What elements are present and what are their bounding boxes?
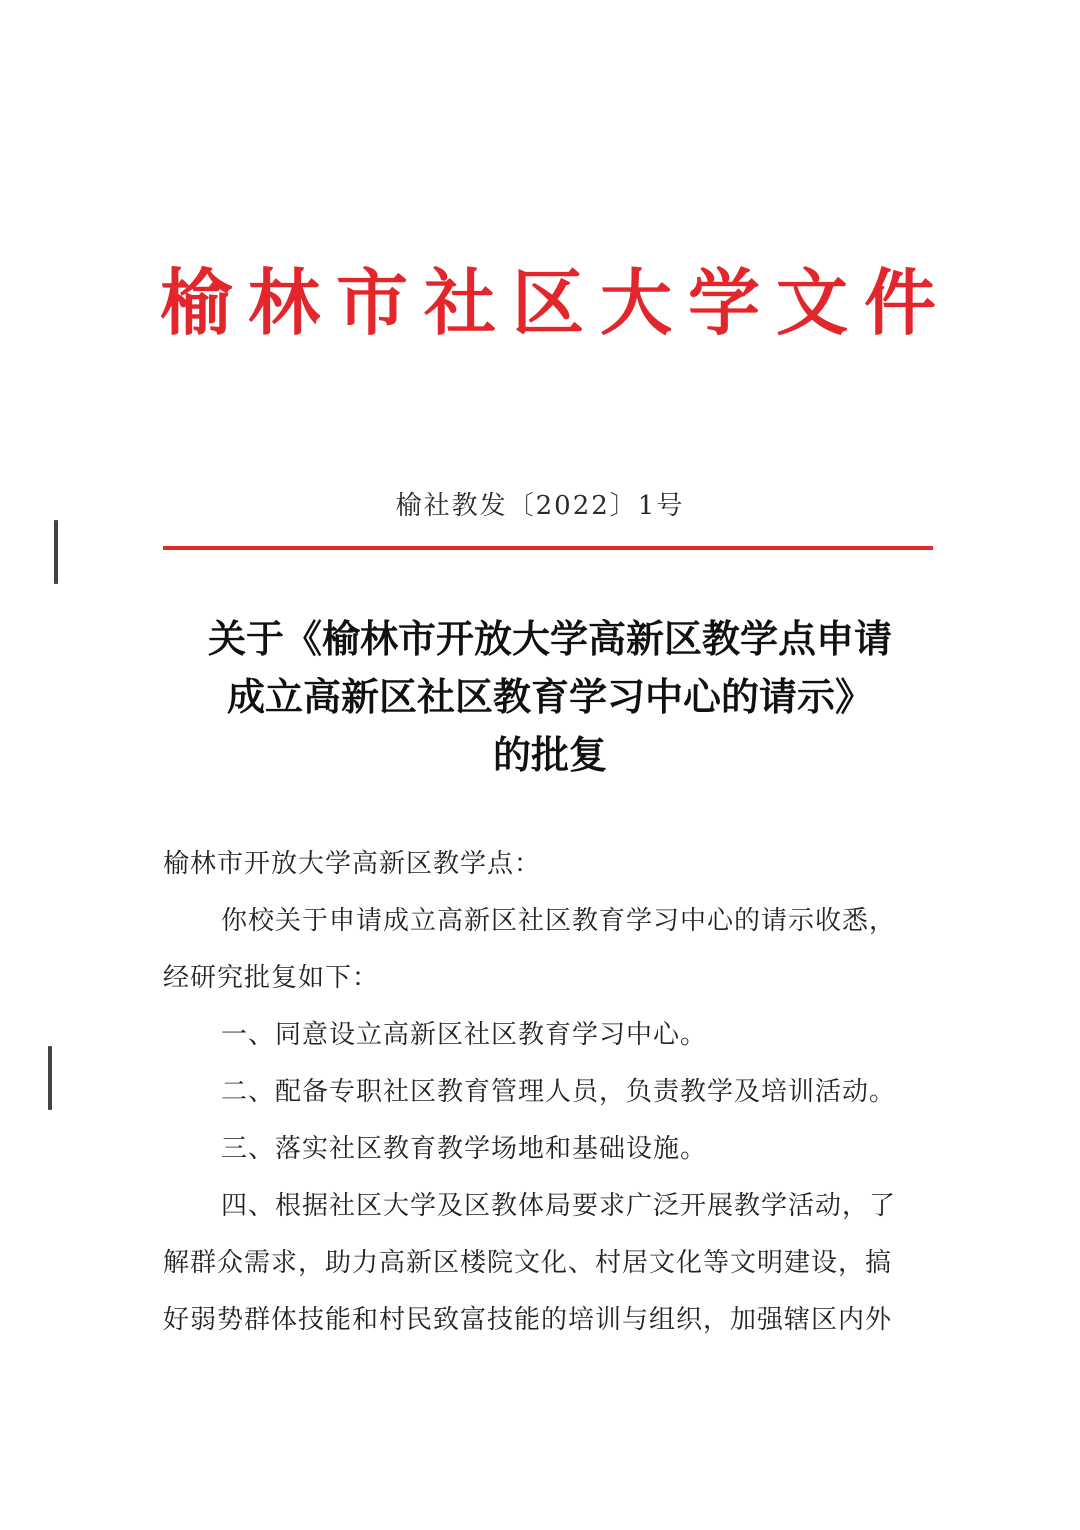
document-body	[163, 836, 943, 1349]
addressee-line: 榆林市开放大学高新区教学点：	[163, 849, 542, 879]
subject-title-line-2: 成立高新区社区教育学习中心的请示》	[226, 675, 873, 719]
body-line-2: 经研究批复如下：	[163, 963, 380, 993]
item-three: 三、落实社区教育教学场地和基础设施。	[221, 1134, 708, 1164]
subject-title-line-3: 的批复	[492, 733, 607, 777]
binding-hole-mark-bottom	[48, 1046, 52, 1110]
item-four-line-1: 四、根据社区大学及区教体局要求广泛开展教学活动，了	[221, 1191, 897, 1221]
document-header-title: 榆林市社区大学文件	[160, 261, 953, 345]
body-line-1: 你校关于申请成立高新区社区教育学习中心的请示收悉，	[221, 906, 897, 936]
subject-title-line-1: 关于《榆林市开放大学高新区教学点申请	[207, 617, 892, 661]
item-four-line-2: 解群众需求，助力高新区楼院文化、村居文化等文明建设，搞	[163, 1248, 893, 1278]
subject-title	[150, 610, 950, 784]
item-two: 二、配备专职社区教育管理人员，负责教学及培训活动。	[221, 1077, 897, 1107]
item-one: 一、同意设立高新区社区教育学习中心。	[221, 1020, 708, 1050]
red-divider-line	[163, 546, 933, 550]
binding-hole-mark-top	[54, 520, 58, 584]
document-number: 榆社教发〔2022〕1号	[395, 491, 685, 521]
item-four-line-3: 好弱势群体技能和村民致富技能的培训与组织，加强辖区内外	[163, 1305, 893, 1335]
